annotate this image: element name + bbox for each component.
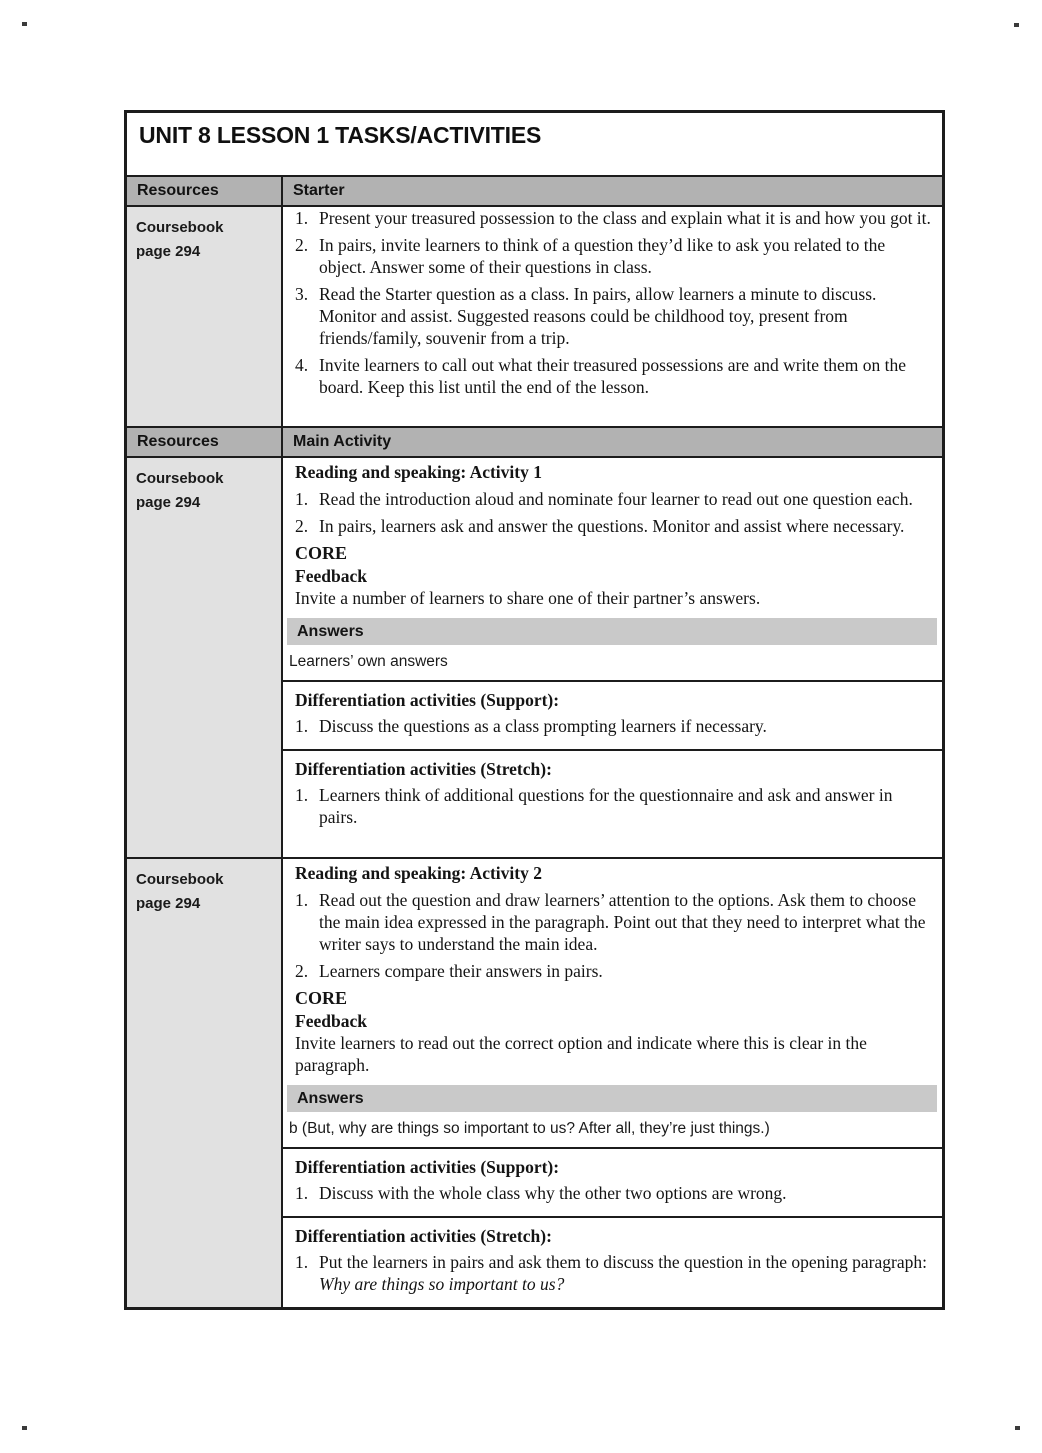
- support-heading: Differentiation activities (Support):: [295, 1157, 560, 1177]
- table-title-row: [127, 113, 942, 175]
- resources-header: Resources: [127, 428, 283, 456]
- answers-text: Learners’ own answers: [289, 653, 448, 670]
- activity-1-resource-cell: [127, 458, 283, 857]
- stretch-step: 1. Learners think of additional questions for the questionnaire and ask and answer in pairs.: [295, 785, 893, 827]
- answers-text: b (But, why are things so important to us? After all, they’re just things.): [289, 1120, 770, 1137]
- activity-step: 2. In pairs, learners ask and answer the questions. Monitor and assist where necessary.: [295, 516, 905, 536]
- starter-row: [127, 205, 942, 426]
- support-heading: Differentiation activities (Support):: [295, 690, 560, 710]
- resource-line-2: page 294: [136, 895, 201, 912]
- starter-item: 4. Invite learners to call out what their treasured possessions are and write them on the board. Keep this list until the end of the lesson.: [295, 355, 907, 397]
- activity-2-content-cell: [283, 859, 942, 1307]
- starter-item: 1. Present your treasured possession to the class and explain what it is and how you got it.: [295, 208, 931, 228]
- page-title: UNIT 8 LESSON 1 TASKS/ACTIVITIES: [139, 122, 542, 148]
- core-label: CORE: [295, 543, 348, 563]
- activity-step: 1. Read the introduction aloud and nominate four learner to read out one question each.: [295, 489, 913, 509]
- starter-resource-cell: [127, 207, 283, 426]
- resource-line-1: Coursebook: [136, 871, 224, 888]
- answers-bar: Answers: [287, 1085, 937, 1112]
- lesson-table: [124, 110, 945, 1310]
- answers-bar: Answers: [287, 618, 937, 645]
- starter-content-cell: [283, 207, 942, 426]
- resource-line-1: Coursebook: [136, 470, 224, 487]
- crop-mark-top-left: [22, 22, 27, 26]
- crop-mark-top-right: [1014, 23, 1019, 27]
- feedback-text: Invite a number of learners to share one of their partner’s answers.: [295, 588, 761, 608]
- stretch-heading: Differentiation activities (Stretch):: [295, 759, 552, 779]
- activity-1-content-cell: [283, 458, 942, 857]
- stretch-heading: Differentiation activities (Stretch):: [295, 1226, 552, 1246]
- activity-1-row: [127, 456, 942, 857]
- feedback-label: Feedback: [295, 1011, 367, 1031]
- activity-heading: Reading and speaking: Activity 2: [295, 863, 542, 883]
- starter-header-row: [127, 175, 942, 205]
- main-activity-header-row: [127, 426, 942, 456]
- starter-header: Starter: [283, 177, 942, 205]
- differentiation-stretch-section: [283, 1216, 942, 1307]
- starter-item: 2. In pairs, invite learners to think of a question they’d like to ask you related to the object. Answer some of their questions in class.: [295, 235, 886, 277]
- core-label: CORE: [295, 988, 348, 1008]
- starter-item: 3. Read the Starter question as a class. In pairs, allow learners a minute to discuss. Monitor and assist. Suggested reasons could be childhood toy, present from friends/family, souvenir from a trip.: [295, 284, 877, 348]
- activity-2-row: [127, 857, 942, 1307]
- stretch-step: 1. Put the learners in pairs and ask them to discuss the question in the opening paragraph: Why are things so important to us?: [295, 1252, 927, 1294]
- resources-header: Resources: [127, 177, 283, 205]
- main-activity-header: Main Activity: [283, 428, 942, 456]
- feedback-text: Invite learners to read out the correct option and indicate where this is clear in the paragraph.: [295, 1033, 867, 1075]
- differentiation-support-section: [283, 1147, 942, 1216]
- resource-line-2: page 294: [136, 494, 201, 511]
- activity-heading: Reading and speaking: Activity 1: [295, 462, 542, 482]
- differentiation-stretch-section: [283, 749, 942, 840]
- activity-step: 2. Learners compare their answers in pairs.: [295, 961, 603, 981]
- activity-step: 1. Read out the question and draw learners’ attention to the options. Ask them to choose the main idea expressed in the paragraph. Point out that they need to interpret what the writer says to understand the main idea.: [295, 890, 926, 954]
- resource-line-1: Coursebook: [136, 219, 224, 236]
- support-step: 1. Discuss with the whole class why the other two options are wrong.: [295, 1183, 787, 1203]
- differentiation-support-section: [283, 680, 942, 749]
- feedback-label: Feedback: [295, 566, 367, 586]
- crop-mark-bottom-left: [22, 1426, 27, 1430]
- activity-2-resource-cell: [127, 859, 283, 1307]
- crop-mark-bottom-right: [1015, 1426, 1020, 1430]
- resource-line-2: page 294: [136, 243, 201, 260]
- support-step: 1. Discuss the questions as a class prompting learners if necessary.: [295, 716, 767, 736]
